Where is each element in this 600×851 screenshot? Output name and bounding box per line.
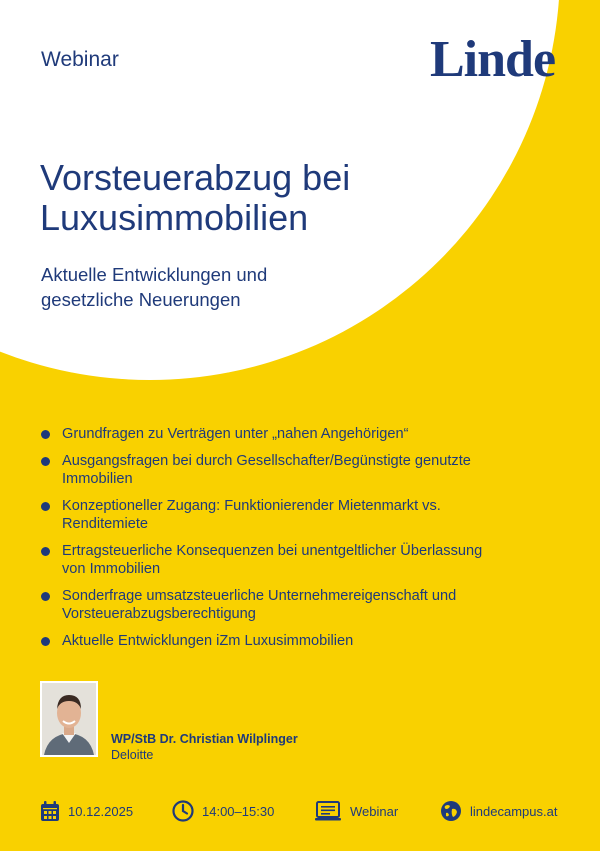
event-time: 14:00–15:30: [202, 803, 275, 819]
topic-line: Grundfragen zu Verträgen unter „nahen Angehörigen“: [62, 426, 409, 442]
topic-line: von Immobilien: [62, 561, 161, 577]
event-type-label: Webinar: [41, 48, 119, 71]
speaker-organization: Deloitte: [111, 748, 154, 762]
monitor-icon: [314, 800, 342, 822]
page-subtitle: [41, 262, 441, 312]
topic-line: Immobilien: [62, 471, 133, 487]
speaker-portrait-icon: [42, 683, 96, 755]
topic-line: Aktuelle Entwicklungen iZm Luxusimmobilien: [62, 632, 354, 649]
bullet-dot-icon: [41, 430, 50, 439]
website-link[interactable]: lindecampus.at: [470, 803, 558, 819]
footer-date: [40, 798, 133, 824]
page-title: [40, 158, 480, 238]
clock-icon: [172, 800, 194, 822]
subtitle-line: gesetzliche Neuerungen: [41, 289, 241, 310]
topic-list: [41, 425, 561, 658]
bullet-dot-icon: [41, 457, 50, 466]
topic-line: Renditemiete: [62, 516, 148, 532]
footer-website[interactable]: [440, 798, 557, 824]
speaker-info: [111, 731, 298, 763]
topic-item: [41, 542, 561, 579]
footer-format: [314, 798, 398, 824]
speaker-name: WP/StB Dr. Christian Wilplinger: [111, 732, 298, 746]
footer-time: [172, 798, 274, 824]
subtitle-line: Aktuelle Entwicklungen und: [41, 264, 268, 285]
topic-item: [41, 425, 561, 444]
topic-line: Ertragsteuerliche Konsequenzen bei unentgeltlicher Überlassung: [62, 542, 483, 559]
topic-line: Ausgangsfragen bei durch Gesellschafter/Begünstigte genutzte: [62, 452, 471, 469]
bullet-dot-icon: [41, 547, 50, 556]
topic-item: [41, 632, 561, 651]
bullet-dot-icon: [41, 592, 50, 601]
speaker-photo: [40, 681, 98, 757]
title-line: Luxusimmobilien: [40, 197, 309, 238]
topic-line: Konzeptioneller Zugang: Funktionierender Mietenmarkt vs.: [62, 497, 441, 514]
event-format: Webinar: [350, 803, 399, 819]
topic-line: Sonderfrage umsatzsteuerliche Unternehmereigenschaft und: [62, 587, 457, 604]
event-date: 10.12.2025: [68, 803, 134, 819]
bullet-dot-icon: [41, 637, 50, 646]
calendar-icon: [40, 800, 60, 822]
globe-icon: [440, 800, 462, 822]
topic-item: [41, 452, 561, 489]
title-line: Vorsteuerabzug bei: [40, 157, 351, 198]
topic-item: [41, 587, 561, 624]
bullet-dot-icon: [41, 502, 50, 511]
topic-item: [41, 497, 561, 534]
topic-line: Vorsteuerabzugsberechtigung: [62, 606, 256, 622]
linde-logo: Linde: [430, 31, 556, 88]
